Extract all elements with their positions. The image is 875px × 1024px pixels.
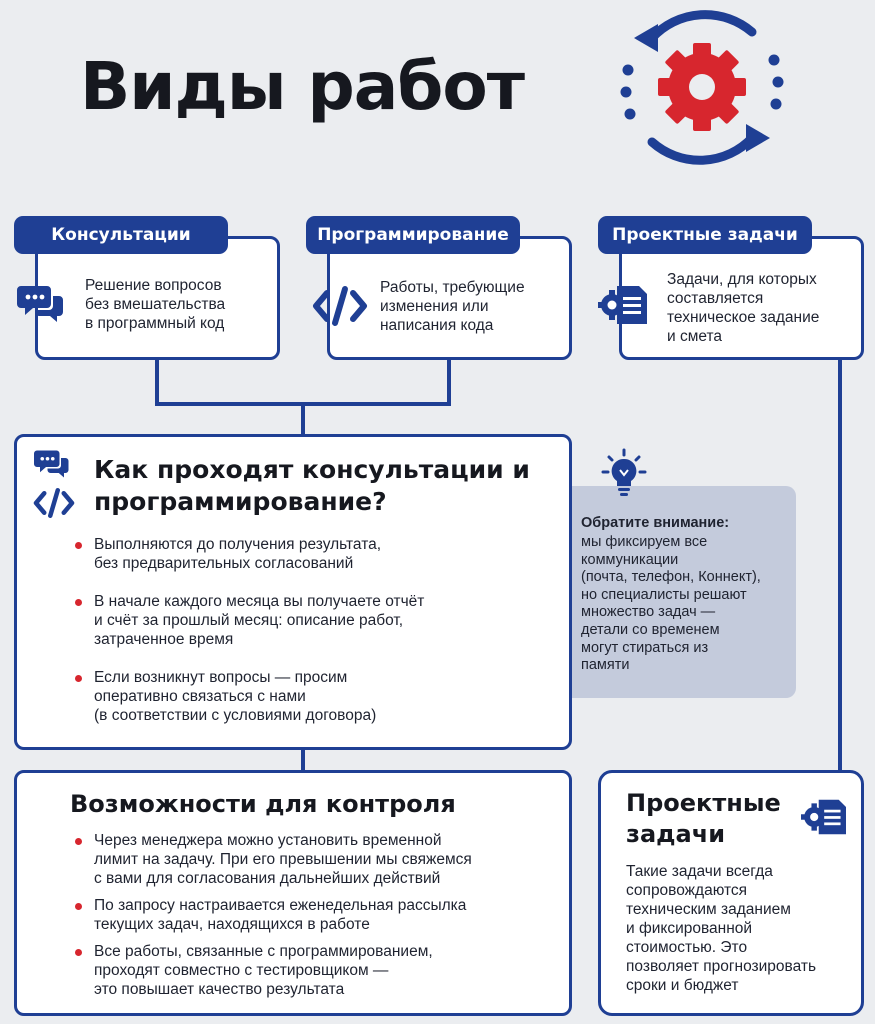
attention-note-text: мы фиксируем все коммуникации (почта, телефон, Коннект), но специалисты решают множество задач — детали со временем могут стираться из памяти xyxy=(581,534,761,674)
connector-line xyxy=(838,360,842,772)
chat-bubbles-icon xyxy=(17,282,65,326)
gear-document-icon xyxy=(801,797,851,837)
control-card xyxy=(14,770,572,1016)
project-tasks-description: Задачи, для которых составляется техническое задание и смета xyxy=(667,271,820,345)
gear-cycle-icon xyxy=(612,2,792,172)
consultations-card xyxy=(35,236,280,360)
list-item: В начале каждого месяца вы получаете отчёт и счёт за прошлый месяц: описание работ, затраченное время xyxy=(72,592,552,649)
list-item: Если возникнут вопросы — просим оперативно связаться с нами (в соответствии с условиями договора) xyxy=(72,668,552,725)
connector-line xyxy=(155,360,159,406)
connector-line xyxy=(301,402,305,436)
control-list xyxy=(72,831,562,999)
connector-line xyxy=(447,360,451,406)
projects-heading: Проектные задачи xyxy=(626,789,781,848)
code-brackets-icon xyxy=(312,285,368,327)
attention-note-heading: Обратите внимание: xyxy=(581,515,730,531)
control-heading: Возможности для контроля xyxy=(70,790,456,818)
programming-tab: Программирование xyxy=(306,216,520,254)
consultations-tab: Консультации xyxy=(14,216,228,254)
list-item: Выполняются до получения результата, без предварительных согласований xyxy=(72,535,552,573)
list-item: Все работы, связанные с программированием, проходят совместно с тестировщиком — это повышает качество результата xyxy=(72,942,562,999)
project-tasks-card xyxy=(619,236,864,360)
page-title: Виды работ xyxy=(80,48,524,125)
attention-note xyxy=(572,486,796,698)
process-list xyxy=(72,535,552,725)
list-item: Через менеджера можно установить временной лимит на задачу. При его превышении мы свяжемся с вами для согласования дальнейших действий xyxy=(72,831,562,888)
lightbulb-icon xyxy=(601,448,647,498)
list-item: По запросу настраивается еженедельная рассылка текущих задач, находящихся в работе xyxy=(72,896,562,934)
process-heading: Как проходят консультации и программирование? xyxy=(94,455,530,516)
process-card xyxy=(14,434,572,750)
code-brackets-icon xyxy=(33,487,75,519)
project-tasks-tab: Проектные задачи xyxy=(598,216,812,254)
gear-document-icon xyxy=(598,283,652,327)
projects-description: Такие задачи всегда сопровождаются техническим заданием и фиксированной стоимостью. Это позволяет прогнозировать сроки и бюджет xyxy=(626,863,817,994)
chat-bubbles-icon xyxy=(34,447,70,481)
connector-line xyxy=(301,748,305,772)
consultations-description: Решение вопросов без вмешательства в программный код xyxy=(85,277,226,332)
programming-description: Работы, требующие изменения или написания кода xyxy=(380,279,525,334)
